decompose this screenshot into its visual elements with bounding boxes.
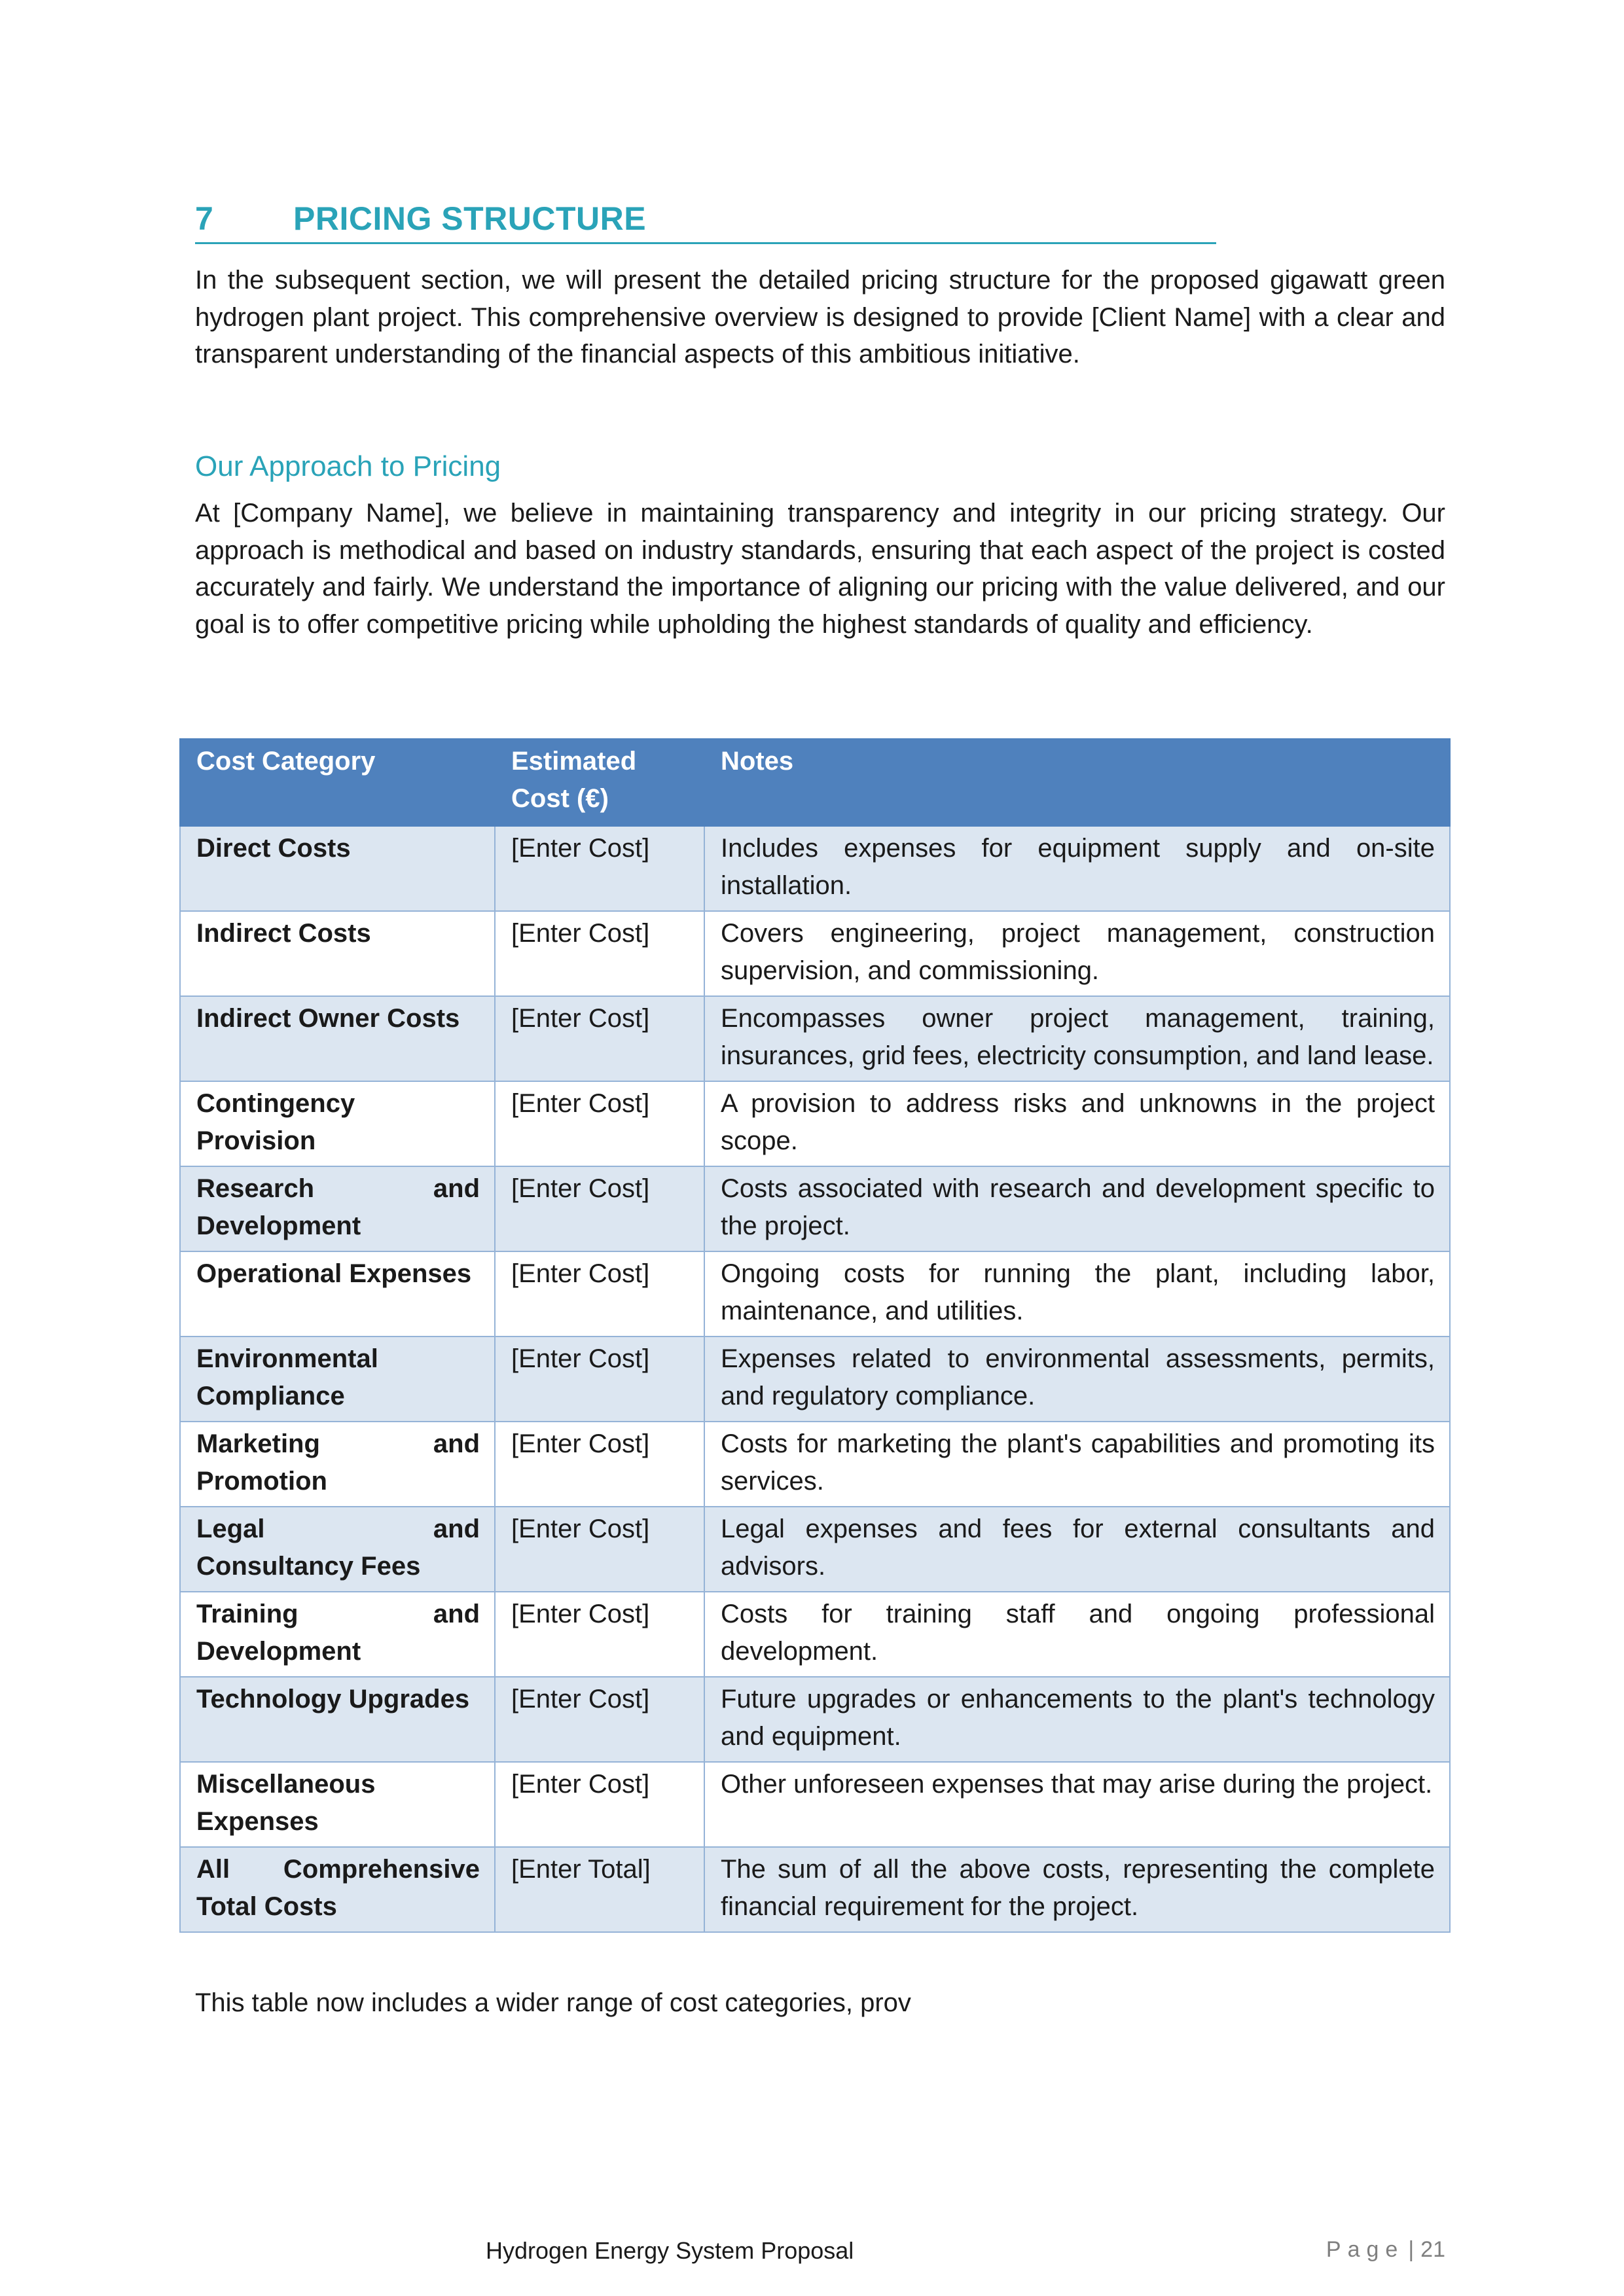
row-notes: Legal expenses and fees for external consultants and advisors. <box>704 1507 1450 1592</box>
row-category: Training and Development <box>180 1592 495 1677</box>
row-cost: [Enter Cost] <box>495 1507 704 1592</box>
footer-separator: | <box>1408 2237 1415 2262</box>
row-notes: Costs associated with research and development specific to the project. <box>704 1166 1450 1251</box>
row-notes: A provision to address risks and unknowns in the project scope. <box>704 1081 1450 1166</box>
row-cost: [Enter Cost] <box>495 1677 704 1762</box>
table-row <box>180 1762 1450 1847</box>
row-category: Environmental Compliance <box>180 1336 495 1422</box>
row-cost: [Enter Cost] <box>495 826 704 911</box>
footer-page-num: 21 <box>1420 2237 1445 2262</box>
table-row <box>180 1166 1450 1251</box>
row-category: Contingency Provision <box>180 1081 495 1166</box>
row-notes: Costs for marketing the plant's capabilities and promoting its services. <box>704 1422 1450 1507</box>
row-notes: Expenses related to environmental assessments, permits, and regulatory compliance. <box>704 1336 1450 1422</box>
row-cost: [Enter Cost] <box>495 1762 704 1847</box>
table-row <box>180 826 1450 911</box>
table-row <box>180 1081 1450 1166</box>
pricing-table <box>179 738 1451 1933</box>
row-notes: Includes expenses for equipment supply and on-site installation. <box>704 826 1450 911</box>
row-category: Legal and Consultancy Fees <box>180 1507 495 1592</box>
table-row <box>180 1422 1450 1507</box>
row-notes: Other unforeseen expenses that may arise during the project. <box>704 1762 1450 1847</box>
footer-page-number <box>1326 2237 1445 2263</box>
header-estimated-cost: Estimated Cost (€) <box>495 739 704 826</box>
row-cost: [Enter Cost] <box>495 911 704 996</box>
row-category: Miscellaneous Expenses <box>180 1762 495 1847</box>
row-category: All Comprehensive Total Costs <box>180 1847 495 1932</box>
footer-title: Hydrogen Energy System Proposal <box>486 2237 854 2264</box>
intro-paragraph: In the subsequent section, we will present the detailed pricing structure for the proposed gigawatt green hydrogen plant project. This comprehensive overview is designed to provide [Client Name] with a clear and transparent understanding of the financial aspects of this ambitious initiative. <box>195 266 1445 368</box>
row-cost: [Enter Cost] <box>495 996 704 1081</box>
row-notes: Ongoing costs for running the plant, including labor, maintenance, and utilities. <box>704 1251 1450 1336</box>
table-row <box>180 1336 1450 1422</box>
row-notes: Covers engineering, project management, construction supervision, and commissioning. <box>704 911 1450 996</box>
row-cost: [Enter Total] <box>495 1847 704 1932</box>
row-notes: The sum of all the above costs, representing the complete financial requirement for the project. <box>704 1847 1450 1932</box>
table-row <box>180 1251 1450 1336</box>
table-row <box>180 1507 1450 1592</box>
approach-paragraph: At [Company Name], we believe in maintaining transparency and integrity in our pricing strategy. Our approach is methodical and based on industry standards, ensuring that each aspect of the project is costed accurately and fairly. We understand the importance of aligning our pricing with the value delivered, and our goal is to offer competitive pricing while upholding the highest standards of quality and efficiency. <box>195 499 1445 639</box>
table-row <box>180 1677 1450 1762</box>
row-notes: Costs for training staff and ongoing professional development. <box>704 1592 1450 1677</box>
row-category: Indirect Costs <box>180 911 495 996</box>
row-category: Technology Upgrades <box>180 1677 495 1762</box>
row-notes: Encompasses owner project management, training, insurances, grid fees, electricity consumption, and land lease. <box>704 996 1450 1081</box>
table-row <box>180 1847 1450 1932</box>
header-cost-category: Cost Category <box>180 739 495 826</box>
section-number: 7 <box>195 200 213 237</box>
row-category: Direct Costs <box>180 826 495 911</box>
row-cost: [Enter Cost] <box>495 1592 704 1677</box>
after-table-text: This table now includes a wider range of cost categories, prov <box>195 1988 911 2017</box>
approach-heading: Our Approach to Pricing <box>195 450 501 482</box>
row-cost: [Enter Cost] <box>495 1166 704 1251</box>
row-category: Operational Expenses <box>180 1251 495 1336</box>
table-header-row <box>180 739 1450 826</box>
table-row <box>180 996 1450 1081</box>
row-cost: [Enter Cost] <box>495 1081 704 1166</box>
header-notes: Notes <box>704 739 1450 826</box>
row-category: Indirect Owner Costs <box>180 996 495 1081</box>
row-category: Research and Development <box>180 1166 495 1251</box>
row-cost: [Enter Cost] <box>495 1251 704 1336</box>
table-row <box>180 911 1450 996</box>
section-heading <box>195 195 1216 244</box>
row-notes: Future upgrades or enhancements to the plant's technology and equipment. <box>704 1677 1450 1762</box>
row-cost: [Enter Cost] <box>495 1422 704 1507</box>
row-cost: [Enter Cost] <box>495 1336 704 1422</box>
row-category: Marketing and Promotion <box>180 1422 495 1507</box>
section-title: PRICING STRUCTURE <box>293 200 647 237</box>
table-row <box>180 1592 1450 1677</box>
footer-page-label: Page <box>1326 2237 1405 2262</box>
